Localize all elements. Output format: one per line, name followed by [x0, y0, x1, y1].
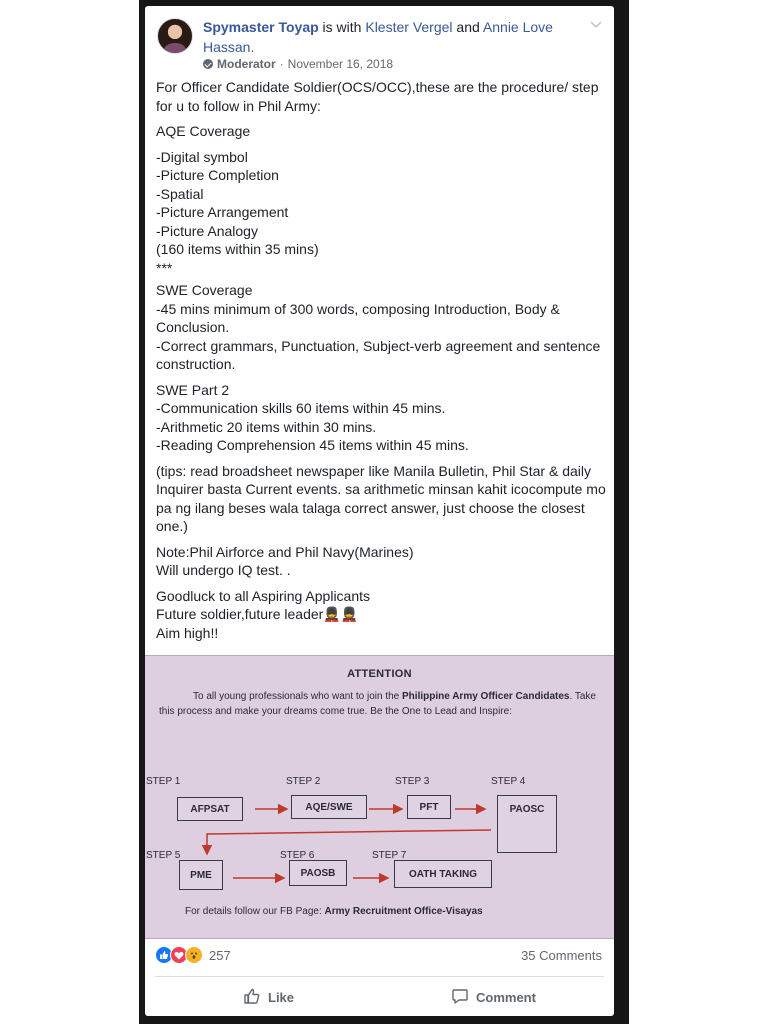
- reactions-summary[interactable]: [155, 946, 231, 964]
- post-paragraph: SWE Coverage -45 mins minimum of 300 words, composing Introduction, Body & Conclusion. -Correct grammars, Punctuation, Subject-verb agreement and sentence construction.: [156, 282, 601, 372]
- post-paragraph: Note:Phil Airforce and Phil Navy(Marines) Will undergo IQ test. .: [156, 543, 414, 578]
- step-6-box: PAOSB: [289, 860, 347, 886]
- post-meta: [203, 57, 393, 71]
- attachment-footer: For details follow our FB Page: Army Recruitment Office-Visayas: [185, 906, 483, 917]
- like-button[interactable]: [243, 986, 294, 1008]
- meta-separator: ·: [279, 57, 284, 71]
- with-text: is with: [318, 19, 366, 35]
- step-1-label: STEP 1: [146, 776, 181, 787]
- step-2-box: AQE/SWE: [291, 795, 367, 819]
- and-text: and: [452, 19, 483, 35]
- comment-button[interactable]: [451, 986, 536, 1008]
- step-4-label: STEP 4: [491, 776, 526, 787]
- attached-photo[interactable]: [145, 655, 614, 939]
- comment-button-label: Comment: [476, 989, 536, 1005]
- post-paragraph: For Officer Candidate Soldier(OCS/OCC),these are the procedure/ step for u to follow in Phil Army:: [156, 79, 599, 114]
- step-4-box: PAOSC: [497, 795, 557, 853]
- post-date-link[interactable]: November 16, 2018: [287, 57, 394, 71]
- step-5-label: STEP 5: [146, 850, 181, 861]
- tagged-user-link-1[interactable]: Klester Vergel: [365, 19, 453, 35]
- comment-bubble-icon: [451, 987, 469, 1008]
- post-options-chevron-icon[interactable]: [590, 18, 602, 32]
- moderator-label: Moderator: [217, 57, 276, 71]
- post-header: [203, 17, 563, 57]
- step-5-box: PME: [179, 860, 223, 890]
- arrow-4-5: [207, 830, 491, 854]
- like-button-label: Like: [268, 989, 295, 1005]
- actions-divider: [155, 976, 604, 977]
- author-name-link[interactable]: Spymaster Toyap: [203, 19, 319, 35]
- comments-count-link[interactable]: 35 Comments: [521, 948, 602, 963]
- post-paragraph: AQE Coverage: [156, 123, 251, 139]
- attachment-title: ATTENTION: [347, 668, 412, 680]
- step-3-label: STEP 3: [395, 776, 430, 787]
- moderator-badge-icon: [203, 59, 213, 69]
- attachment-body-bold: Philippine Army Officer Candidates: [402, 691, 570, 702]
- thumbs-up-icon: [243, 987, 261, 1008]
- step-7-box: OATH TAKING: [394, 860, 492, 888]
- step-2-label: STEP 2: [286, 776, 321, 787]
- reaction-count: 257: [209, 947, 231, 963]
- tagged-user-link-2[interactable]: Annie Love Hassan.: [203, 19, 553, 55]
- attachment-body: To all young professionals who want to join the Philippine Army Officer Candidates. Take this process and make your dreams come true. Be the One to Lead and Inspire:: [159, 691, 596, 717]
- post-paragraph: (tips: read broadsheet newspaper like Manila Bulletin, Phil Star & daily Inquirer basta Current events. sa arithmetic minsan kahit icocompute mo pa ng ilang beses wala talaga correct answer, just choose the closest one.): [156, 462, 606, 534]
- post-body: [156, 78, 608, 649]
- wow-reaction-icon: [185, 946, 203, 964]
- step-6-label: STEP 6: [280, 850, 315, 861]
- step-1-box: AFPSAT: [177, 797, 243, 821]
- post-paragraph: Goodluck to all Aspiring Applicants Future soldier,future leader💂💂 Aim high!!: [156, 587, 371, 641]
- step-7-label: STEP 7: [372, 850, 407, 861]
- post-paragraph: SWE Part 2 -Communication skills 60 items within 45 mins. -Arithmetic 20 items within 30 mins. -Reading Comprehension 45 items within 45 mins.: [156, 381, 469, 453]
- post-card: [145, 6, 614, 1016]
- author-avatar[interactable]: [157, 18, 193, 54]
- post-paragraph: -Digital symbol -Picture Completion -Spatial -Picture Arrangement -Picture Analogy (160 items within 35 mins) ***: [156, 148, 319, 276]
- step-3-box: PFT: [407, 795, 451, 819]
